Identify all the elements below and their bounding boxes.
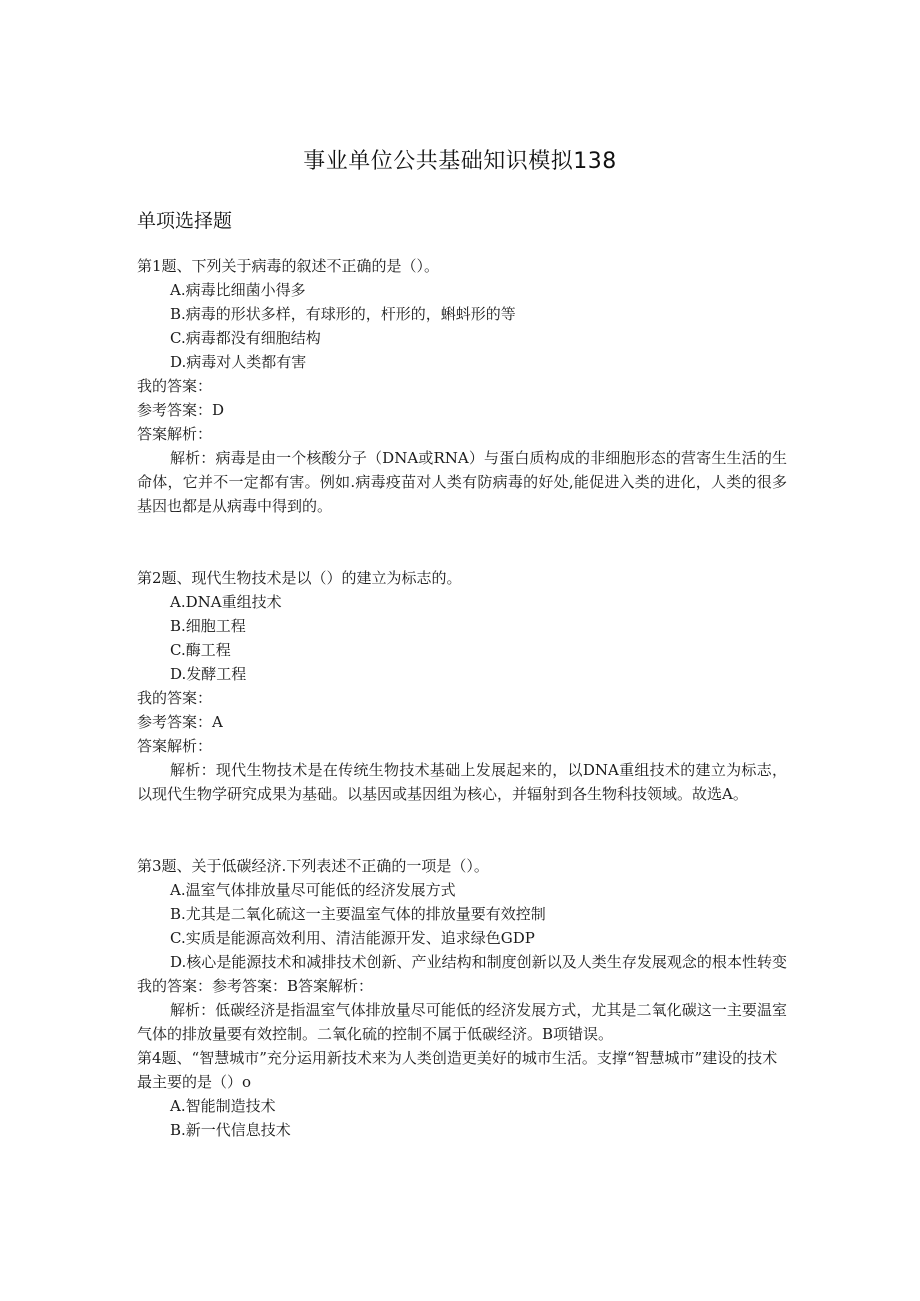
section-heading: 单项选择题 — [137, 210, 233, 232]
question-stem: 第1题、下列关于病毒的叙述不正确的是（）。 — [137, 257, 440, 275]
spacer — [137, 518, 787, 566]
document-title: 事业单位公共基础知识模拟138 — [303, 149, 617, 174]
option-b: B.新一代信息技术 — [170, 1121, 291, 1139]
option-a: A.温室气体排放量尽可能低的经济发展方式 — [170, 881, 456, 899]
question-stem: 第2题、现代生物技术是以（）的建立为标志的。 — [137, 569, 462, 587]
analysis-text: 解析：现代生物技术是在传统生物技术基础上发展起来的，以DNA重组技术的建立为标志，以现代生物学研究成果为基础。以基因或基因组为核心，并辐射到各生物科技领域。故选A。 — [137, 761, 787, 803]
question-4 — [137, 1046, 787, 1142]
question-3 — [137, 854, 787, 1046]
reference-answer: 参考答案：A — [137, 713, 223, 731]
option-c: C.实质是能源高效利用、清洁能源开发、追求绿色GDP — [170, 929, 535, 947]
option-a: A.病毒比细菌小得多 — [170, 281, 306, 299]
reference-answer: 参考答案：D — [137, 401, 225, 419]
option-d: D.发酵工程 — [170, 665, 247, 683]
question-1 — [137, 254, 787, 518]
analysis-text: 解析：低碳经济是指温室气体排放量尽可能低的经济发展方式，尤其是二氧化碳这一主要温室气体的排放量要有效控制。二氧化硫的控制不属于低碳经济。B项错误。 — [137, 1001, 787, 1043]
analysis-text: 解析：病毒是由一个核酸分子（DNA或RNA）与蛋白质构成的非细胞形态的营寄生生活的生命体，它并不一定都有害。例如.病毒疫苗对人类有防病毒的好处,能促进入类的进化，人类的很多基因也都是从病毒中得到的。 — [137, 449, 787, 515]
question-stem: 第3题、关于低碳经济.下列表述不正确的一项是（）。 — [137, 857, 489, 875]
option-c: C.酶工程 — [170, 641, 231, 659]
spacer — [137, 806, 787, 854]
option-b: B.病毒的形状多样，有球形的，杆形的，蝌蚪形的等 — [170, 305, 516, 323]
question-stem: 第4题、“智慧城市”充分运用新技术来为人类创造更美好的城市生活。支撑“智慧城市”建设的技术最主要的是（）o — [137, 1049, 778, 1091]
option-c: C.病毒都没有细胞结构 — [170, 329, 321, 347]
option-d: D.核心是能源技术和减排技术创新、产业结构和制度创新以及人类生存发展观念的根本性转变我的答案：参考答案：B答案解析： — [137, 953, 787, 995]
option-b: B.细胞工程 — [170, 617, 246, 635]
my-answer-label: 我的答案： — [137, 689, 213, 707]
analysis-label: 答案解析： — [137, 425, 213, 443]
option-b: B.尤其是二氧化硫这一主要温室气体的排放量要有效控制 — [170, 905, 546, 923]
option-a: A.智能制造技术 — [170, 1097, 276, 1115]
option-a: A.DNA重组技术 — [170, 593, 282, 611]
option-d: D.病毒对人类都有害 — [170, 353, 307, 371]
question-2 — [137, 566, 787, 806]
analysis-label: 答案解析： — [137, 737, 213, 755]
question-list — [137, 254, 787, 1142]
my-answer-label: 我的答案： — [137, 377, 213, 395]
